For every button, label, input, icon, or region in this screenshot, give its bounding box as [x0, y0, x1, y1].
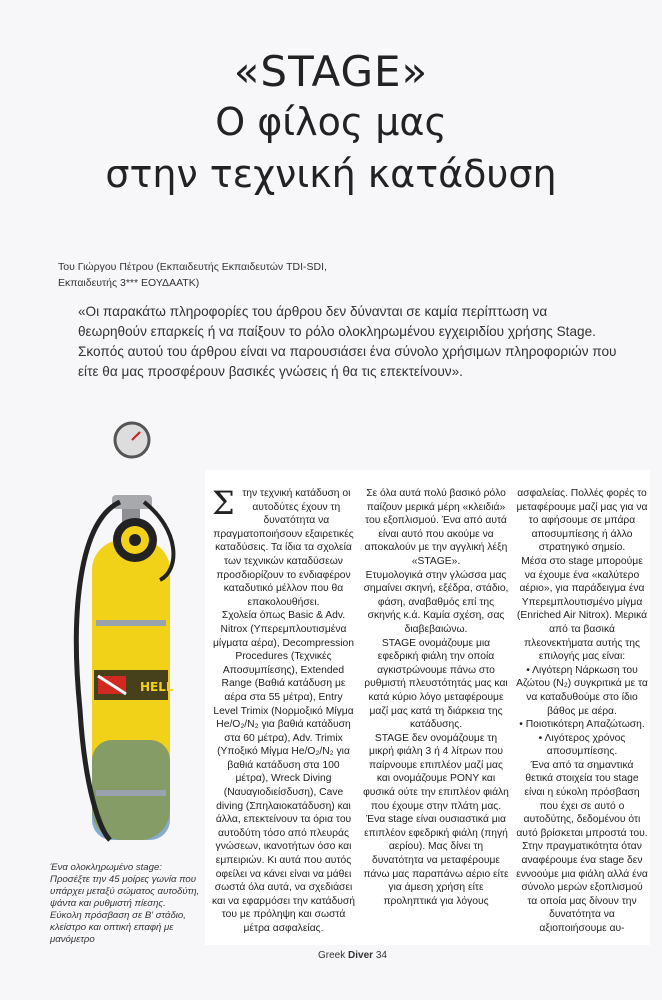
footer-brand: Greek — [318, 950, 346, 961]
author-byline — [58, 259, 618, 291]
page-number: 34 — [375, 950, 387, 961]
col3-paragraph-2: Μέσα στο stage μπορούμε να έχουμε ένα «καλύτερο αέριο», για παράδειγμα ένα Υπερεμπλουτισμένο μίγμα (Enriched Air Nitrox). Μερικά από τα βασικά πλεονεκτήματα αυτής της επιλογής μας είναι: — [516, 555, 648, 663]
caption-title: Ένα ολοκληρωμένο stage: — [50, 862, 162, 873]
caption-body: Προσέξτε την 45 μοίρες γωνία που υπάρχει μεταξύ σώματος αυτοδύτη, ψάντα και ρυθμιστή πίεσης. Εύκολη πρόσβαση σε Β' στάδιο, κλείστρο και οπτική επαφή με μανόμετρο — [50, 874, 200, 945]
byline-line-1: Του Γιώργου Πέτρου (Εκπαιδευτής Εκπαιδευτών TDI-SDI, — [58, 261, 327, 273]
col3-paragraph-3: Ένα από τα σημαντικά θετικά στοιχεία του stage είναι η εύκολη πρόσβαση που έχει σε αυτό ο αυτοδύτης, δεδομένου ότι αυτό βρίσκεται μπροστά του. — [516, 759, 648, 839]
page-footer — [318, 950, 387, 961]
col2-paragraph-2: Ετυμολογικά στην γλώσσα μας σημαίνει σκηνή, εξέδρα, στάδιο, φάση, αναβαθμός επί της σκηνής κ.ά. Καμία σχέση, σας διαβεβαιώνω. — [363, 569, 509, 635]
article-title — [0, 48, 662, 200]
col2-paragraph-4: STAGE δεν ονομάζουμε τη μικρή φιάλη 3 ή 4 λίτρων που παίρνουμε επιπλέον μαζί μας και ονομάζουμε PONY και φυσικά ούτε την επιπλέον φιάλη που έχουμε στην πλάτη μας. — [363, 732, 509, 812]
article-column-1 — [212, 484, 356, 936]
intro-quote — [78, 302, 618, 382]
col3-paragraph-4: Στην πραγματικότητα όταν αναφέρουμε ένα stage δεν εννοούμε μια φιάλη αλλά ένα σύνολο μερών εξοπλισμού τα οποία μας δίνουν την δυνατότητα να αξιοποιήσουμε αυ- — [516, 841, 648, 934]
col3-bullet-1: • Λιγότερη Νάρκωση του Αζώτου (N₂) συγκριτικά με τα να καταδυθούμε στο ίδιο βάθος με αέρα. — [516, 664, 648, 717]
byline-line-2: Εκπαιδευτής 3*** ΕΟΥΔΑΑΤΚ) — [58, 277, 200, 289]
title-line-2: Ο φίλος μας — [215, 100, 447, 144]
col2-paragraph-3: STAGE ονομάζουμε μια εφεδρική φιάλη την οποία αγκιστρώνουμε πάνω στο ρυθμιστή πλευστότητάς μας και κατά κύριο λόγο μεταφέρουμε μαζί μας κατά τη διάρκεια της κατάδυσης. — [364, 637, 508, 731]
col3-bullet-2: • Ποιοτικότερη Απαζώτωση. — [519, 719, 645, 731]
intro-paragraph-1: «Οι παρακάτω πληροφορίες του άρθρου δεν δύνανται σε καμία περίπτωση να θεωρηθούν επαρκείς ή να παίξουν το ρόλο ολοκληρωμένου εγχειριδίου χρήσης Stage. — [78, 304, 596, 339]
col2-paragraph-5: Ένα stage είναι ουσιαστικά μια επιπλέον εφεδρική φιάλη (πηγή αερίου). Μας δίνει τη δυνατότητα να μεταφέρουμε πάνω μας παραπάνω αέριο είτε για άμεση χρήση είτε προληπτικά για λόγους — [363, 814, 509, 907]
col1-paragraph-1: την τεχνική κατάδυση οι αυτοδύτες έχουν τη δυνατότητα να πραγματοποιήσουν εξαιρετικές καταδύσεις. Τα ίδια τα σχολεία των τεχνικών καταδύσεων προσδιορίζουν το ενδιαφέρον καταδυτικό μέλλον που θα επακολουθήσει. — [213, 488, 354, 608]
article-column-3 — [516, 487, 648, 936]
col1-paragraph-2: Σχολεία όπως Basic & Adv. Nitrox (Υπερεμπλουτισμένα μίγματα αέρα), Decompression Procedures (Τεχνικές Αποσυμπίεσης), Extended Range (Βαθιά κατάδυση με αέρα στα 55 μέτρα), Entry Level Trimix (Νορμοξικό Μίγμα He/O₂/N₂ για βαθιά κατάδυση στα 60 μέτρα), Adv. Trimix (Υποξικό Μίγμα He/O₂/N₂ για βαθιά κατάδυση στα 100 μέτρα), Wreck Diving (Ναυαγιοδιείσδυση), Cave diving (Σπηλαιοκατάδυση) και άλλα, επεκτείνουν τα όρια του αυτοδύτη τόσο από πλευράς γνώσεων, ικανοτήτων όσο και εμπειριών. Κι αυτά που αυτός οφείλει να κάνει είναι να μάθει σωστά όλα αυτά, να σχεδιάσει και να εφαρμόσει την κατάδυσή του με πρόληψη και σωστά μέτρα ασφαλείας. — [212, 610, 356, 934]
title-line-3: στην τεχνική κατάδυση — [105, 152, 557, 196]
drop-cap: Σ — [212, 484, 235, 522]
intro-paragraph-2: Σκοπός αυτού του άρθρου είναι να παρουσιάσει ένα σύνολο χρήσιμων πληροφοριών που είτε θα μας προσφέρουν βασικές γνώσεις ή θα τις επεκτείνουν». — [78, 344, 617, 379]
footer-brand-bold: Diver — [348, 950, 374, 961]
col2-paragraph-1: Σε όλα αυτά πολύ βασικό ρόλο παίζουν μερικά μέρη «κλειδιά» του εξοπλισμού. Ένα από αυτά είναι αυτό που ακούμε να αποκαλούν με την αγγλική λέξη «STAGE». — [364, 488, 508, 567]
cylinder-label: HELL — [140, 680, 174, 694]
title-line-1: «STAGE» — [233, 47, 429, 96]
photo-caption — [50, 862, 200, 946]
col3-bullet-3: • Λιγότερος χρόνος αποσυμπίεσης. — [538, 732, 626, 758]
article-column-2 — [362, 487, 510, 908]
stage-cylinder-photo — [40, 410, 210, 850]
col3-paragraph-1: ασφαλείας. Πολλές φορές το μεταφέρουμε μαζί μας για να το αφήσουμε σε μπάρα αποσυμπίεσης ή άλλο στρατηγικό σημείο. — [516, 488, 648, 554]
